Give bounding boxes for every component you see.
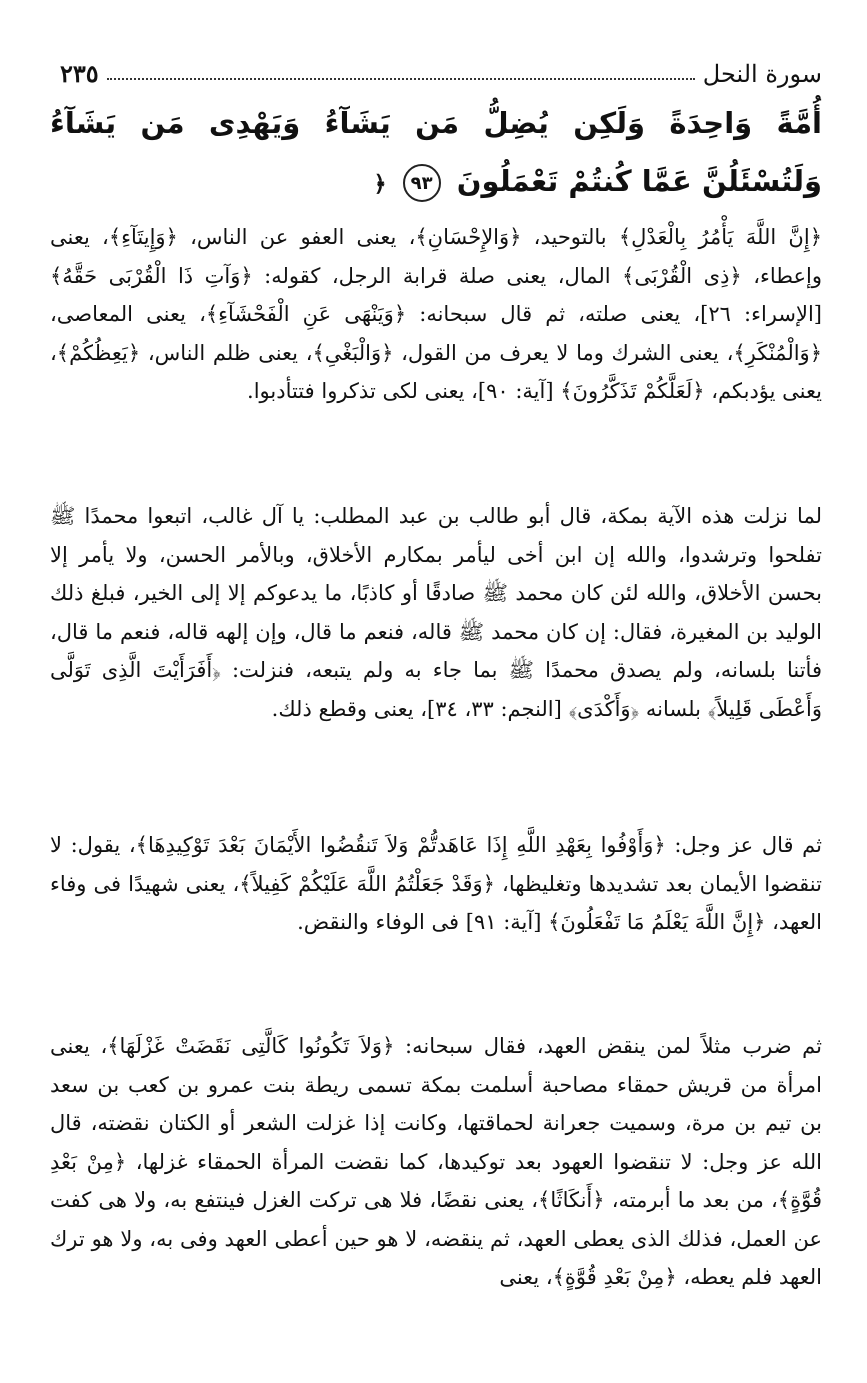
header-dotted-leader xyxy=(107,78,695,80)
quran-verse xyxy=(50,94,822,214)
page-number: ٢٣٥ xyxy=(60,59,99,88)
surah-title: سورة النحل xyxy=(702,60,822,88)
commentary-paragraph: ثم قال عز وجل: ﴿وَأَوْفُوا بِعَهْدِ اللَّهِ إِذَا عَاهَدتُّمْ وَلاَ تَنقُضُوا الأَيْمَانَ بَعْدَ تَوْكِيدِهَا﴾، يقول: لا تنقضوا الأيمان بعد تشديدها وتغليظها، ﴿وَقَدْ جَعَلْتُمُ اللَّهَ عَلَيْكُمْ كَفِيلاً﴾، يعنى شهيدًا فى وفاء العهد، ﴿إِنَّ اللَّهَ يَعْلَمُ مَا تَفْعَلُونَ﴾ [آية: ٩١] فى الوفاء والنقض. xyxy=(50,833,822,934)
verse-closing-brace: ﴿ xyxy=(373,172,387,197)
verse-text: أُمَّةً وَاحِدَةً وَلَكِن يُضِلُّ مَن يَشَآءُ وَيَهْدِى مَن يَشَآءُ وَلَتُسْئَلُنَّ عَمَّا كُنتُمْ تَعْمَلُونَ xyxy=(50,106,822,198)
commentary-paragraph: ثم ضرب مثلاً لمن ينقض العهد، فقال سبحانه: ﴿وَلاَ تَكُونُوا كَالَّتِى نَقَضَتْ غَزْلَهَا﴾، يعنى امرأة من قريش حمقاء مصاحبة أسلمت بمكة تسمى ريطة بنت عمرو بن كعب بن سعد بن تيم بن مرة، وسميت جعرانة لحماقتها، وكانت إذا غزلت الشعر أو الكتان نقضته، قال الله عز وجل: لا تنقضوا العهود بعد توكيدها، كما نقضت المرأة الحمقاء غزلها، ﴿مِنْ بَعْدِ قُوَّةٍ﴾، من بعد ما أبرمته، ﴿أَنكَاثًا﴾، يعنى نقضًا، فلا هى تركت الغزل فينتفع به، ولا هى كفت عن العمل، فذلك الذى يعطى العهد، ثم ينقضه، لا هو حين أعطى العهد وفى به، ولا هو ترك العهد فلم يعطه، ﴿مِنْ بَعْدِ قُوَّةٍ﴾، يعنى xyxy=(50,1034,822,1289)
commentary-paragraph: ﴿إِنَّ اللَّهَ يَأْمُرُ بِالْعَدْلِ﴾ بالتوحيد، ﴿وَالإِحْسَانِ﴾، يعنى العفو عن الناس، ﴿وَإِيتَآءِ﴾، يعنى وإعطاء، ﴿ذِى الْقُرْبَى﴾ المال، يعنى صلة قرابة الرجل، كقوله: ﴿وَآتِ ذَا الْقُرْبَى حَقَّهُ﴾ [الإسراء: ٢٦]، يعنى صلته، ثم قال سبحانه: ﴿وَيَنْهَى عَنِ الْفَحْشَآءِ﴾، يعنى المعاصى، ﴿وَالْمُنْكَرِ﴾، يعنى الشرك وما لا يعرف من القول، ﴿وَالْبَغْىِ﴾، يعنى ظلم الناس، ﴿يَعِظُكُمْ﴾، يعنى يؤدبكم، ﴿لَعَلَّكُمْ تَذَكَّرُونَ﴾ [آية: ٩٠]، يعنى لكى تذكروا فتتأدبوا. xyxy=(50,225,822,403)
commentary-paragraph: لما نزلت هذه الآية بمكة، قال أبو طالب بن عبد المطلب: يا آل غالب، اتبعوا محمدًا ﷺ تفلحوا وترشدوا، والله إن ابن أخى ليأمر بمكارم الأخلاق، وبالأمر الحسن، ولا يأمر إلا بحسن الأخلاق، والله لئن كان محمد ﷺ صادقًا أو كاذبًا، ما يدعوكم إلا إلى الخير، فبلغ ذلك الوليد بن المغيرة، فقال: إن كان محمد ﷺ قاله، فنعم ما قال، وإن إلهه قاله، فنعم ما قال، فأتنا بلسانه، ولم يصدق محمدًا ﷺ بما جاء به ولم يتبعه، فنزلت: ﴿أَفَرَأَيْتَ الَّذِى تَوَلَّى وَأَعْطَى قَلِيلاً﴾ بلسانه ﴿وَأَكْدَى﴾ [النجم: ٣٣، ٣٤]، يعنى وقطع ذلك. xyxy=(50,504,822,721)
ayah-number-marker: ٩٣ xyxy=(403,164,441,202)
page-header xyxy=(60,52,822,88)
